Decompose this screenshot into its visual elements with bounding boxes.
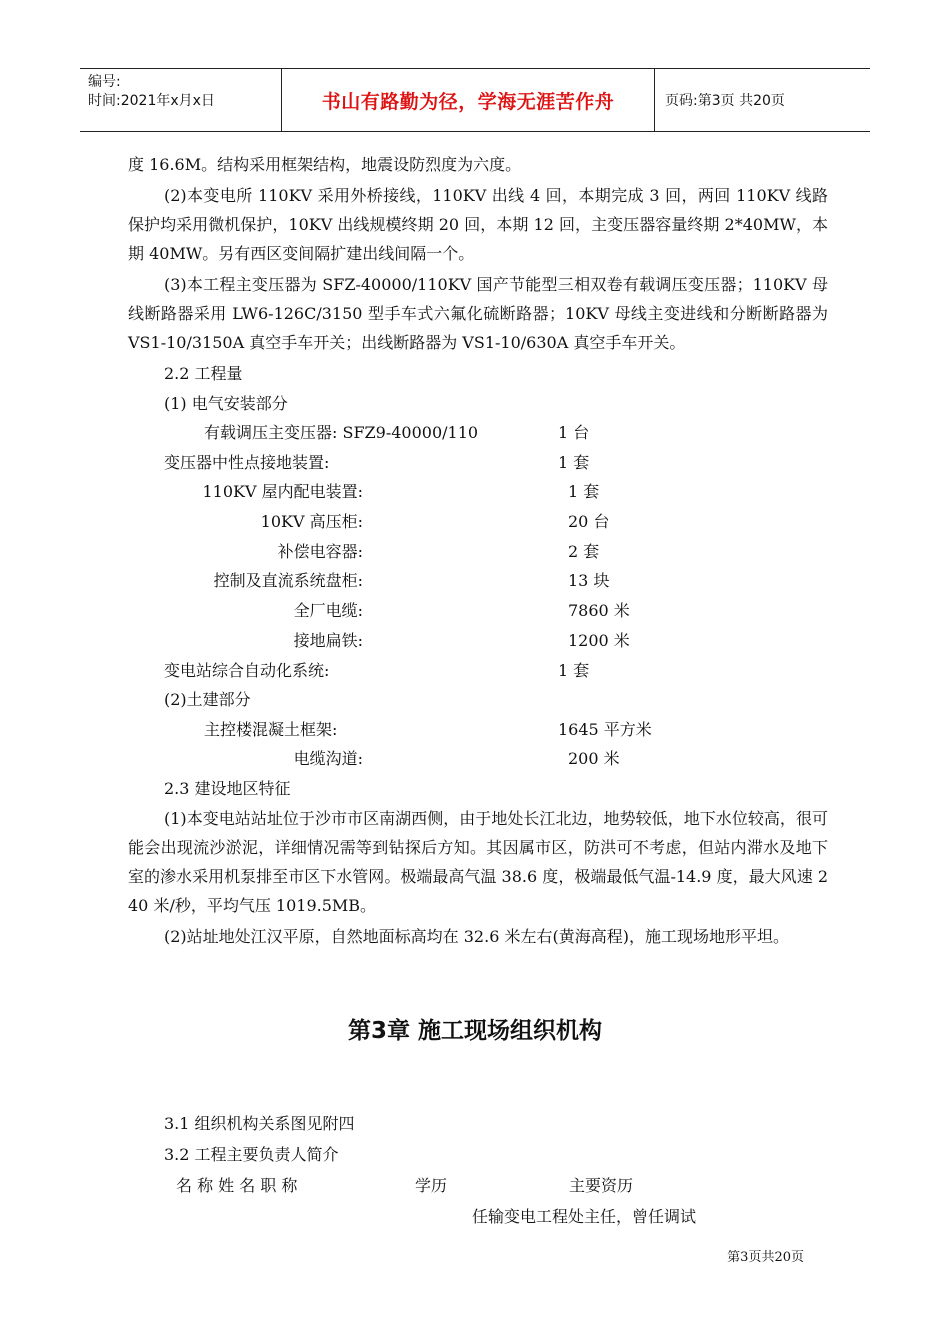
quantity-label: 全厂电缆: [293,601,363,621]
quantity-label: 变电站综合自动化系统: [164,660,330,680]
quantity-row [128,418,828,448]
column-name: 名 称 姓 名 职 称 [176,1176,298,1195]
section-heading: 3.1 组织机构关系图见附四 [164,1114,355,1133]
quantity-row [128,715,828,745]
table-header [128,1170,828,1201]
quantity-value: 1 套 [568,482,600,502]
paragraph: (1)本变电站站址位于沙市市区南湖西侧，由于地处长江北边，地势较低，地下水位较高，很可能会出现流沙淤泥，详细情况需等到钻探后方知。其因属市区，防洪可不考虑，但站内滞水及地下室的渗水采用机泵排至市区下水管网。极端最高气温 38.6 度，极端最低气温-14.9 度，最大风速 240 米/秒，平均气压 1019.5MB。 [128,808,828,915]
header-meta [80,69,282,131]
section-3 [128,1108,828,1232]
column-education: 学历 [415,1176,448,1195]
quantity-value: 1645 平方米 [558,719,652,739]
quantity-value: 1 台 [558,423,590,442]
quantity-value: 20 台 [568,512,610,532]
table-row [128,1201,828,1232]
document-body [128,150,828,953]
quantity-row [128,537,828,567]
paragraph: (3)本工程主变压器为 SFZ-40000/110KV 国产节能型三相双卷有载调压变压器；110KV 母线断路器采用 LW6-126C/3150 型手车式六氟化硫断路器；10KV 母线主变进线和分断断路器为 VS1-10/3150A 真空手车开关；出线断路器为 VS1-10/630A 真空手车开关。 [128,275,828,352]
column-qualification: 主要资历 [569,1176,634,1195]
page-footer: 第3页共20页 [727,1250,804,1265]
chapter-title: 第3章 施工现场组织机构 [347,1018,602,1044]
quantity-row [128,477,828,507]
section-heading: 2.2 工程量 [164,364,243,383]
quantity-value: 1200 米 [568,630,630,650]
section-heading: 3.2 工程主要负责人简介 [164,1145,339,1164]
paragraph: (2)站址地处江汉平原，自然地面标高均在 32.6 米左右(黄海高程)，施工现场地形平坦。 [164,926,789,946]
quantity-row [128,507,828,537]
quantity-label: 有载调压主变压器: SFZ9-40000/110 [204,423,479,442]
quantity-row [128,448,828,478]
qualification-cell: 任输变电工程处主任，曾任调试 [472,1207,697,1226]
quantity-value: 2 套 [568,541,600,561]
quantity-value: 1 套 [558,452,590,472]
quantity-value: 7860 米 [568,601,630,621]
quantity-label: 主控楼混凝土框架: [204,719,338,739]
header-motto: 书山有路勤为径，学海无涯苦作舟 [282,69,655,131]
header-page-info: 页码:第3页 共20页 [665,93,785,109]
paragraph: (2)本变电所 110KV 采用外桥接线，110KV 出线 4 回，本期完成 3 回，两回 110KV 线路保护均采用微机保护，10KV 出线规模终期 20 回，本期 12 回，主变压器容量终期 2*40MW，本期 40MW。另有西区变间隔扩建出线间隔一个。 [128,186,828,263]
paragraph: 度 16.6M。结构采用框架结构，地震设防烈度为六度。 [128,155,522,174]
quantity-label: 控制及直流系统盘柜: [213,571,363,591]
quantity-value: 1 套 [558,660,590,680]
quantity-value: 13 块 [568,571,610,591]
time-label: 时间:2021年x月x日 [88,93,215,109]
page-header [80,68,870,132]
quantity-label: 变压器中性点接地装置: [164,452,330,472]
quantity-value: 200 米 [568,749,620,769]
quantity-label: 电缆沟道: [293,749,363,769]
quantity-label: 110KV 屋内配电装置: [202,482,363,502]
quantity-label: 补偿电容器: [277,541,363,561]
subsection-heading: (2)土建部分 [164,690,251,710]
quantity-row [128,566,828,596]
quantity-label: 10KV 高压柜: [260,512,363,532]
section-heading: 2.3 建设地区特征 [164,779,291,799]
quantity-label: 接地扁铁: [293,630,363,650]
quantity-row [128,656,828,686]
quantity-row [128,626,828,656]
subsection-heading: (1) 电气安装部分 [164,393,288,413]
number-label: 编号: [88,74,121,90]
quantity-row [128,744,828,774]
quantity-row [128,596,828,626]
